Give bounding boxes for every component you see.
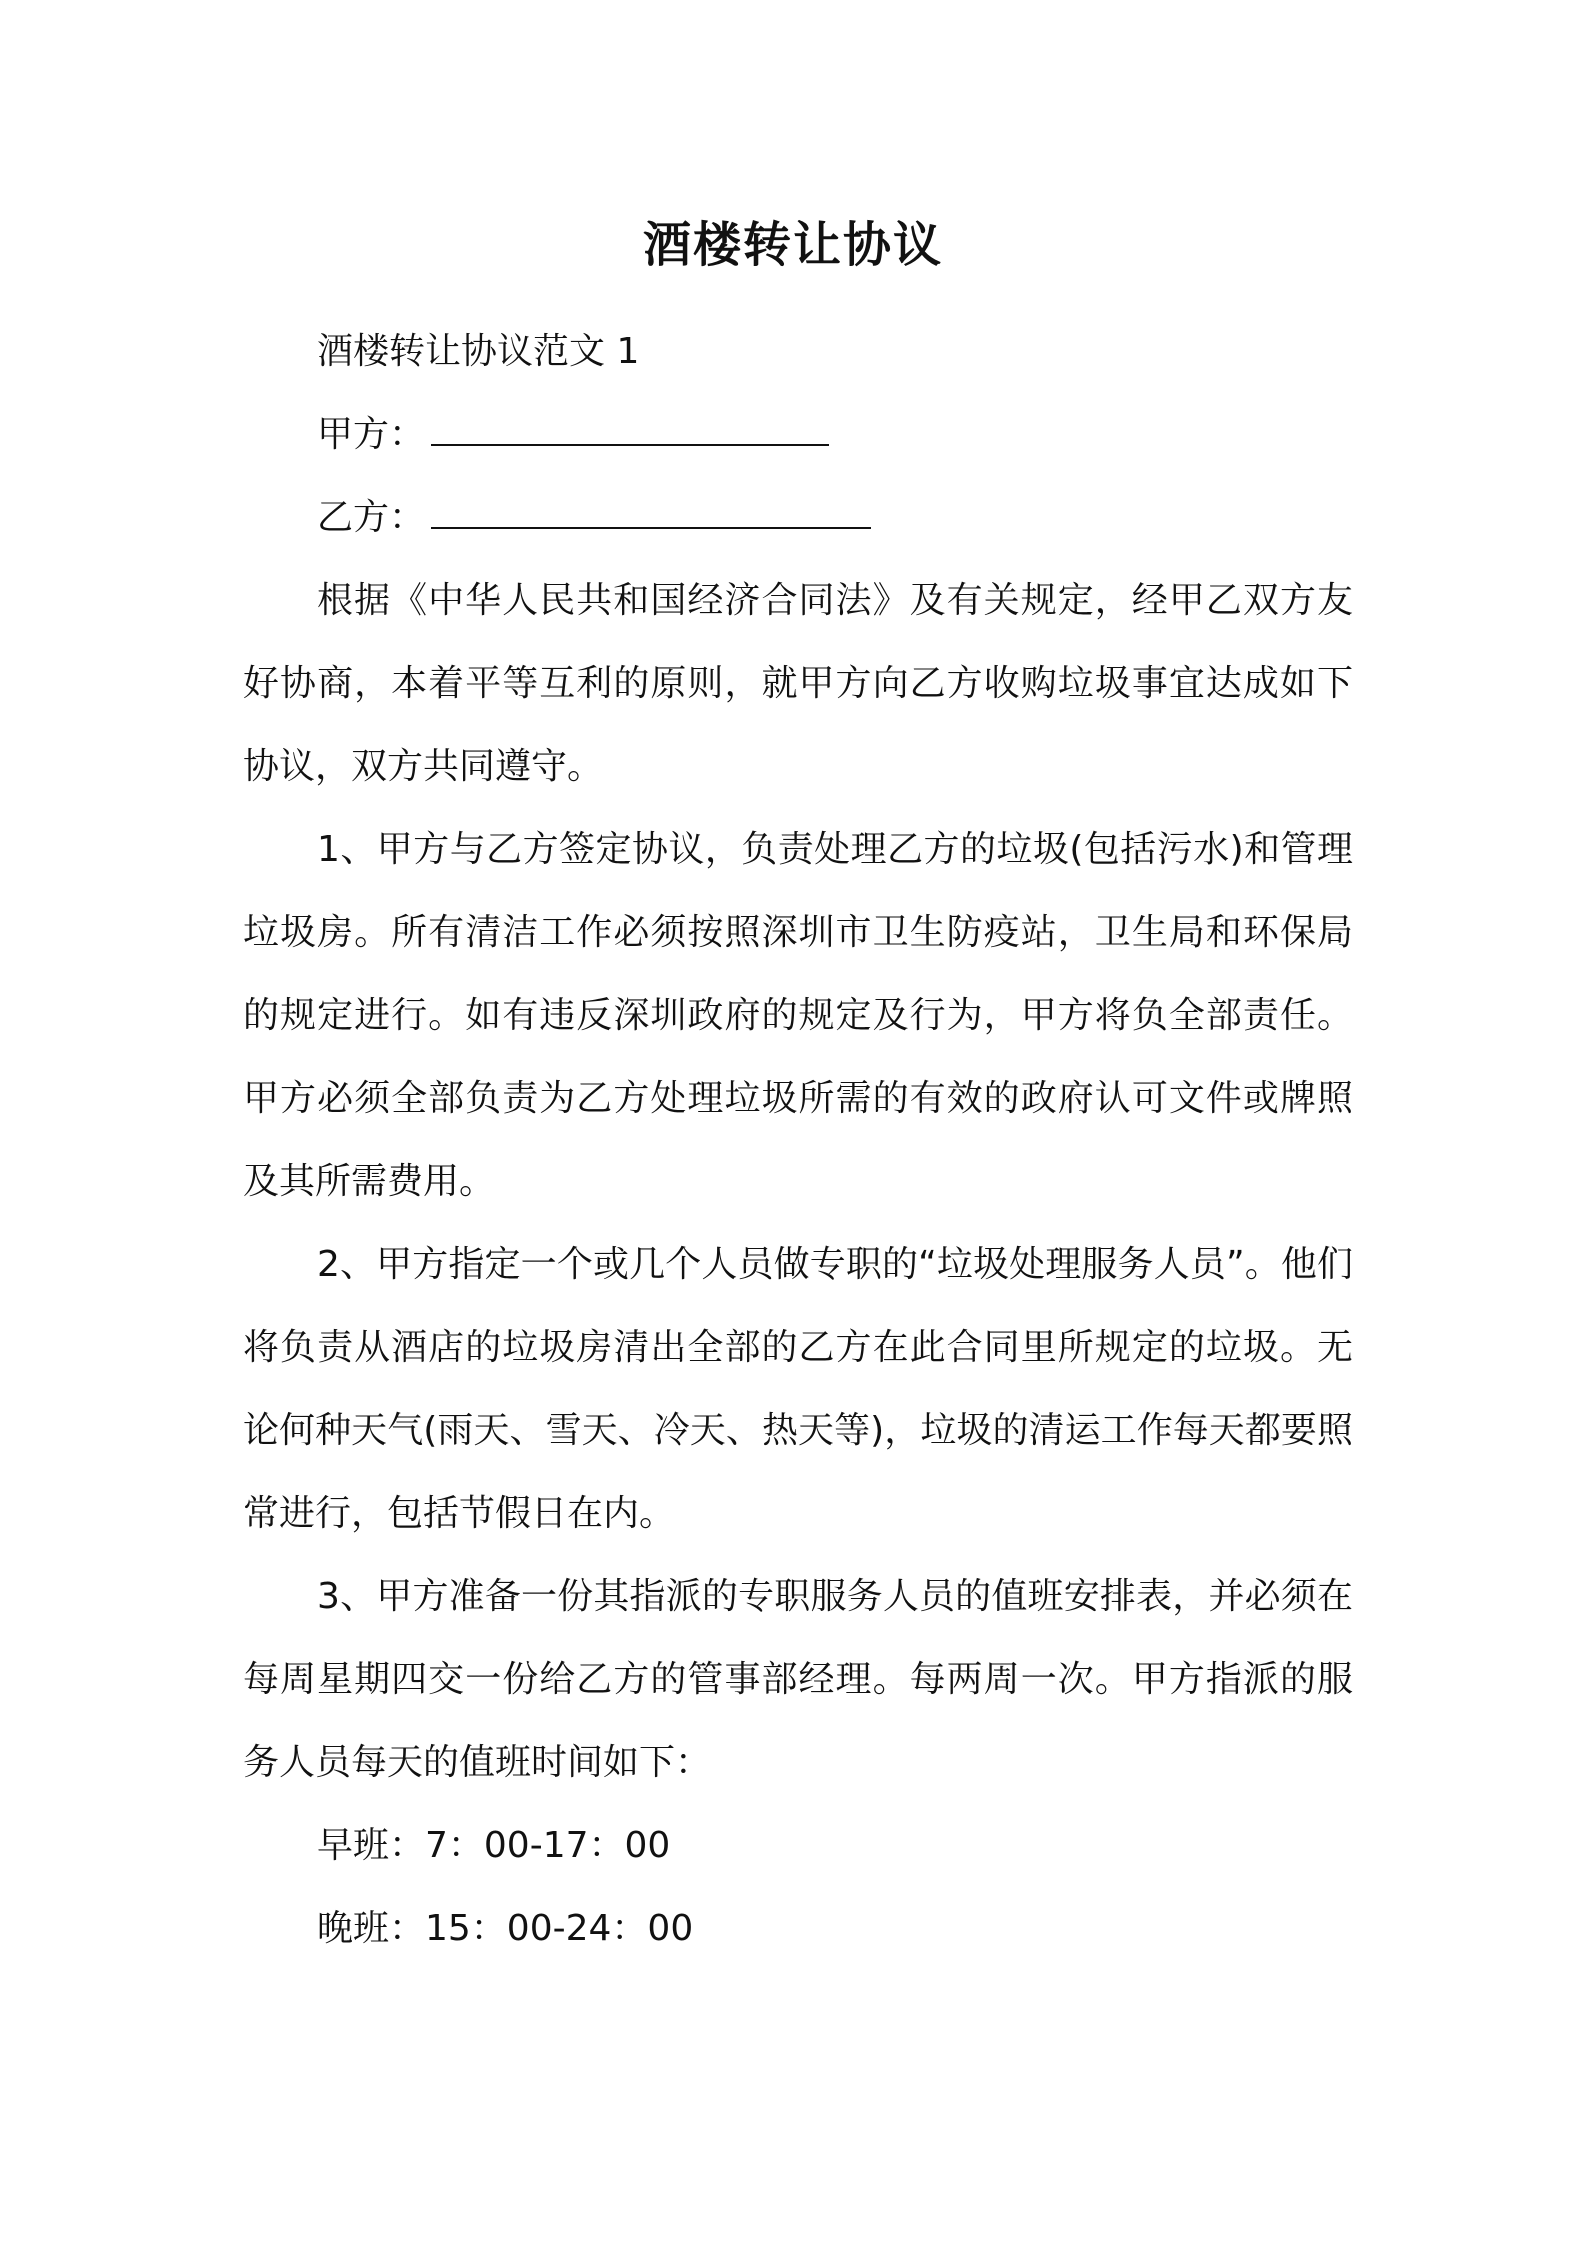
party-a-line [243, 393, 1353, 476]
party-b-label: 乙方： [317, 497, 426, 538]
party-b-blank [431, 491, 871, 529]
document-body [243, 310, 1353, 1970]
clause-2: 2、甲方指定一个或几个人员做专职的“垃圾处理服务人员”。他们将负责从酒店的垃圾房清出全部的乙方在此合同里所规定的垃圾。无论何种天气(雨天、雪天、冷天、热天等)，垃圾的清运工作每天都要照常进行，包括节假日在内。 [243, 1244, 1353, 1534]
clause-1: 1、甲方与乙方签定协议，负责处理乙方的垃圾(包括污水)和管理垃圾房。所有清洁工作必须按照深圳市卫生防疫站，卫生局和环保局的规定进行。如有违反深圳政府的规定及行为，甲方将负全部责任。甲方必须全部负责为乙方处理垃圾所需的有效的政府认可文件或牌照及其所需费用。 [243, 829, 1353, 1202]
intro-paragraph: 根据《中华人民共和国经济合同法》及有关规定，经甲乙双方友好协商，本着平等互利的原则，就甲方向乙方收购垃圾事宜达成如下协议，双方共同遵守。 [243, 580, 1353, 787]
evening-shift: 晚班：15：00-24：00 [317, 1908, 694, 1949]
party-a-label: 甲方： [317, 414, 426, 455]
party-a-blank [431, 408, 829, 446]
clause-3: 3、甲方准备一份其指派的专职服务人员的值班安排表，并必须在每周星期四交一份给乙方的管事部经理。每两周一次。甲方指派的服务人员每天的值班时间如下： [243, 1576, 1353, 1783]
document-title: 酒楼转让协议 [642, 217, 943, 273]
party-b-line [243, 476, 1353, 559]
subtitle: 酒楼转让协议范文 1 [317, 331, 640, 372]
morning-shift: 早班：7：00-17：00 [317, 1825, 671, 1866]
